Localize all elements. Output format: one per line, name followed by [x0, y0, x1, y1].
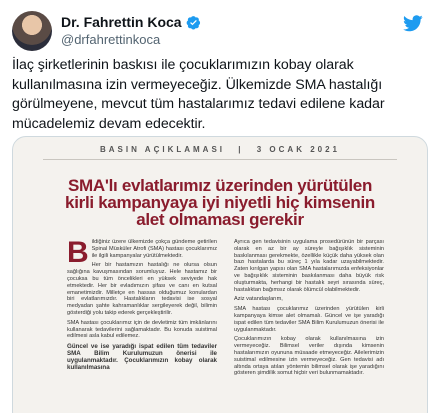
paragraph-text: ildiğiniz üzere ülkemizde çokça gündeme getirilen Spinal Müsküler Atrofi (SMA) hastası çocuklarımız ile ilgili kampanyalar yürütülmektedir.: [91, 239, 217, 259]
document-column-left: [67, 236, 217, 374]
press-release-label: BASIN AÇIKLAMASI: [99, 145, 226, 154]
paragraph: SMA hastası çocuklarımız üzerinden yürütülen kirli kampanyaya kimse alet olmamalı. Güncel ve işe yaradığı ispat edilen tüm tedaviler SMA Bilim Kurulumuzun önerisi ile uygulanmaktadır.: [234, 306, 384, 333]
press-release-title: [13, 177, 427, 228]
paragraph: Aziz vatandaşlarım,: [234, 296, 283, 303]
tweet-text-line: mücadelemiz devam edecektir.: [12, 115, 206, 132]
document-column-right: [234, 239, 384, 380]
tweet-image[interactable]: [12, 136, 428, 413]
tweet-text-line: kullanılmasına izin vermeyeceğiz. Ülkemizde SMA hastalığı: [12, 76, 383, 93]
paragraph: Her bir hastamızın hastalığı ne olursa olsun sağlığına kavuşmasından sorumluyuz. Hele hastamız bir çocuksa bu tüm öncelikleri en yüksek seviyede hak etmektedir. Her bir evladımızın şifası ve canı en kutsal emanetimizdir. Milletçe en hassas olduğumuz konulardan biri evlatlarımızdır. Hastalıkların tedavisi ise sosyal medyadan şahte kahramanlıklar sergileyerek değil, bilimin gösterdiği yolu takip ederek gerçekleştirilir.: [67, 262, 217, 316]
author-name[interactable]: Dr. Fahrettin Koca: [61, 14, 182, 30]
header-separator: |: [238, 145, 244, 154]
author-handle[interactable]: @drfahrettinkoca: [61, 32, 161, 47]
title-line: kirli kampanyaya iyi niyetli hiç kimsenin: [65, 193, 375, 212]
author-info: [61, 14, 201, 47]
tweet-header: [12, 11, 427, 53]
avatar[interactable]: [12, 11, 52, 51]
title-line: SMA'lı evlatlarımız üzerinden yürütülen: [67, 176, 373, 195]
verified-badge-icon: [186, 15, 201, 30]
paragraph: [67, 236, 217, 269]
press-release-date: 3 OCAK 2021: [256, 145, 340, 154]
tweet-text-line: görülmeyene, mevcut tüm hastalarımız tedavi edilene kadar: [12, 96, 385, 112]
twitter-bird-icon[interactable]: [403, 15, 423, 32]
press-release-header: [13, 145, 427, 154]
tweet-text: [12, 56, 427, 134]
author-name-row: [61, 14, 201, 30]
paragraph: Çocuklarımızın kobay olarak kullanılmasına izin vermeyeceğiz. Bilimsel veriler dışında kimsenin hastalarımızın oyununa müsaade etmeyeceğiz. Ailelerimizin suistimal edilmesine izin vermeyeceğiz. Gen tedavisi adı altında ortaya atılan yöntemin bilimsel olarak işe yaradığını gösteren şimdilik somut hiçbir veri bulunmamaktadır.: [234, 336, 384, 377]
paragraph: SMA hastası çocuklarımız için de devletimiz tüm imkânlarını kullanarak tedavilerini sağlamaktadır. Bu konuda suistimal edilmesi asla kabul edilemez.: [67, 319, 217, 340]
tweet-text-line: İlaç şirketlerinin baskısı ile çocuklarımızın kobay olarak: [12, 57, 354, 73]
paragraph: Ayrıca gen tedavisinin uygulama prosedürünün bir parçası olarak en az bir ay süreyle bağışıklık sisteminin baskılanması gerekmekte, özellikle küçük daha yüksek olan bazı hastalarda bu süreç 1 yıla kadar uzayabilmektedir. Zaten kırılgan yapısı olan SMA hastalarımızda enfeksiyonlar ve bağışıklık sisteminin baskılanması daha büyük risk oluşturmakta, herhangi bir hastalık seyri sırasında süreç, hastalıktan bağımsız olarak ölümcül olabilmektedir.: [234, 239, 384, 293]
header-divider: [43, 159, 397, 160]
title-line: alet olmaması gerekir: [136, 210, 304, 229]
paragraph-emphasis: Güncel ve ise yaradığı ispat edilen tüm tedaviler SMA Bilim Kurulumuzun önerisi ile uygulanmaktadır. Çocuklarımızın kobay olarak kullanılmasına: [67, 343, 217, 372]
drop-cap: B: [67, 236, 89, 269]
